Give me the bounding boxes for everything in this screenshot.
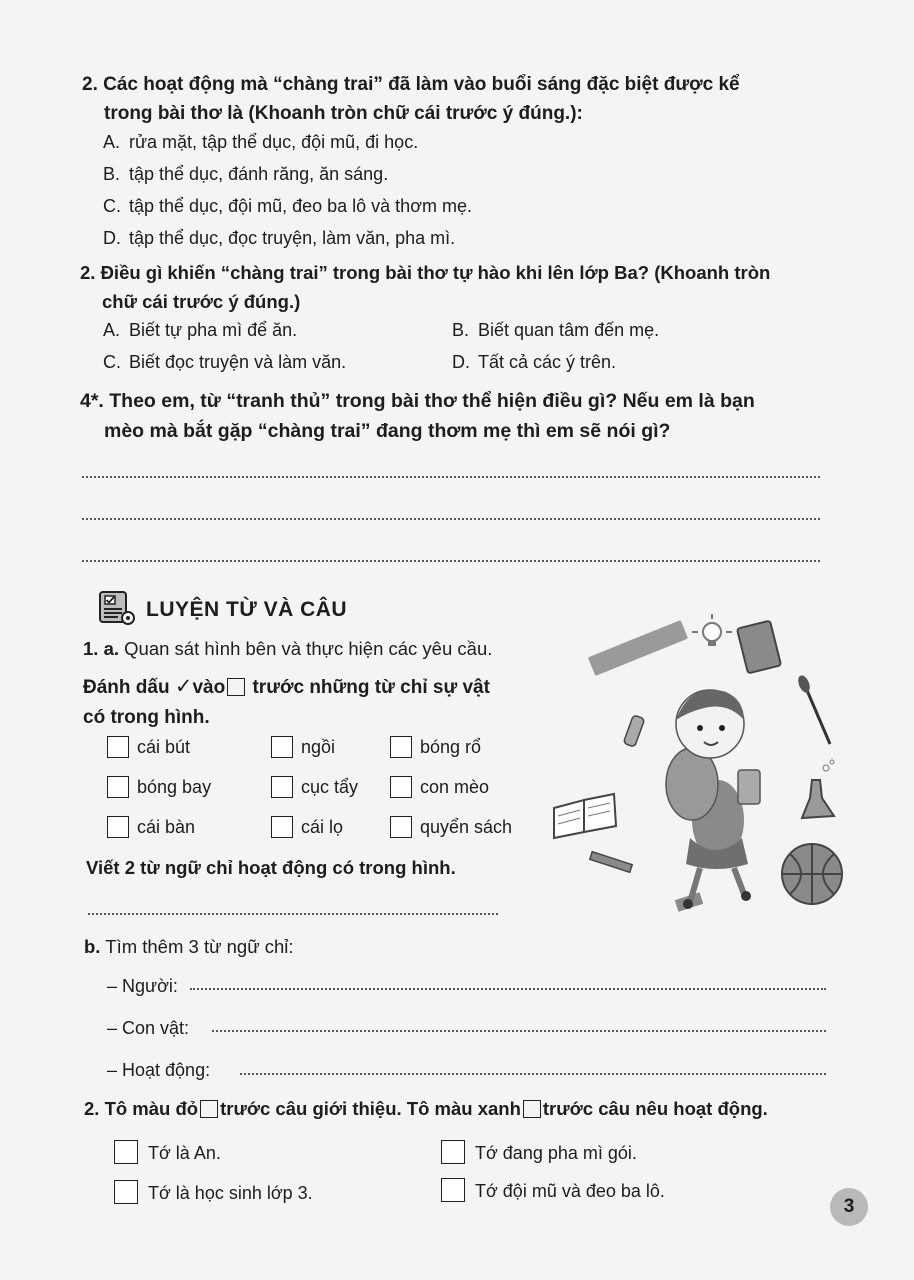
word-checkbox[interactable]: con mèo [390, 774, 489, 800]
glue-stick-icon [623, 715, 645, 747]
checkbox[interactable] [271, 776, 293, 798]
student-illustration [540, 612, 870, 924]
checkbox[interactable] [271, 816, 293, 838]
exercise-1a-prompt: 1. a. Quan sát hình bên và thực hiện các yêu cầu. [83, 638, 493, 659]
question-2a-option-b[interactable]: B. tập thể dục, đánh răng, ăn sáng. [103, 164, 389, 184]
inline-box-icon [200, 1100, 218, 1118]
checkbox[interactable] [390, 776, 412, 798]
word-checkbox[interactable]: bóng bay [107, 774, 211, 800]
exercise-2-prompt: 2. Tô màu đỏ trước câu giới thiệu. Tô màu xanh trước câu nêu hoạt động. [84, 1098, 768, 1119]
sentence-checkbox[interactable]: Tớ đội mũ và đeo ba lô. [441, 1178, 665, 1204]
checkbox[interactable] [114, 1180, 138, 1204]
word-checkbox[interactable]: bóng rổ [390, 734, 481, 760]
section-title: LUYỆN TỪ VÀ CÂU [146, 598, 348, 621]
checkbox[interactable] [390, 736, 412, 758]
checkbox[interactable] [107, 816, 129, 838]
question-2a-title: 2. Các hoạt động mà “chàng trai” đã làm vào buổi sáng đặc biệt được kể trong bài thơ là (Khoanh tròn chữ cái trước ý đúng.): [82, 74, 740, 124]
word-checkbox[interactable]: cái bàn [107, 814, 195, 840]
question-4-title: 4*. Theo em, từ “tranh thủ” trong bài thơ thể hiện điều gì? Nếu em là bạn mèo mà bắt gặp “chàng trai” đang thơm mẹ thì em sẽ nói gì? [80, 390, 755, 442]
book-icon [737, 621, 781, 674]
flask-icon [802, 760, 834, 818]
checklist-icon [98, 590, 138, 626]
question-2a-option-c[interactable]: C. tập thể dục, đội mũ, đeo ba lô và thơm mẹ. [103, 196, 472, 216]
child-figure [666, 690, 760, 909]
ruler-icon [588, 620, 688, 676]
checkbox[interactable] [441, 1178, 465, 1202]
question-2a-option-d[interactable]: D. tập thể dục, đọc truyện, làm văn, pha mì. [103, 228, 456, 248]
animals-answer-line[interactable] [212, 1030, 826, 1032]
checkbox[interactable] [441, 1140, 465, 1164]
exercise-1b-prompt: b. Tìm thêm 3 từ ngữ chỉ: [84, 936, 294, 957]
word-checkbox[interactable]: cục tẩy [271, 774, 358, 800]
activity-answer-line[interactable] [88, 913, 498, 915]
word-checkbox[interactable]: quyển sách [390, 814, 512, 840]
checkbox[interactable] [107, 736, 129, 758]
answer-line-1[interactable] [82, 476, 820, 478]
word-checkbox[interactable]: cái lọ [271, 814, 343, 840]
paintbrush-icon [796, 674, 830, 744]
question-2b-option-c[interactable]: C. Biết đọc truyện và làm văn. [103, 352, 347, 372]
answer-line-2[interactable] [82, 518, 820, 520]
lightbulb-icon [692, 614, 732, 646]
activities-label: – Hoạt động: [107, 1060, 211, 1080]
activities-answer-line[interactable] [240, 1073, 826, 1075]
animals-label: – Con vật: [107, 1018, 190, 1038]
basketball-icon [782, 844, 842, 904]
sentence-checkbox[interactable]: Tớ là An. [114, 1140, 221, 1166]
checkbox[interactable] [114, 1140, 138, 1164]
write-activities-prompt: Viết 2 từ ngữ chỉ hoạt động có trong hình. [86, 857, 456, 878]
question-2b-title: 2. Điều gì khiến “chàng trai” trong bài thơ tự hào khi lên lớp Ba? (Khoanh tròn chữ cái trước ý đúng.) [80, 262, 771, 312]
sentence-checkbox[interactable]: Tớ đang pha mì gói. [441, 1140, 637, 1166]
question-2b-option-d[interactable]: D. Tất cả các ý trên. [452, 352, 617, 372]
exercise-1a-instruction: Đánh dấu ✓vào trước những từ chỉ sự vật có trong hình. [83, 675, 490, 728]
checkbox[interactable] [271, 736, 293, 758]
word-checkbox[interactable]: cái bút [107, 734, 190, 760]
open-book-icon [554, 794, 616, 838]
question-2b-option-b[interactable]: B. Biết quan tâm đến mẹ. [452, 320, 660, 340]
sentence-checkbox[interactable]: Tớ là học sinh lớp 3. [114, 1180, 313, 1206]
inline-box-icon [523, 1100, 541, 1118]
checkbox[interactable] [390, 816, 412, 838]
question-2a-option-a[interactable]: A. rửa mặt, tập thể dục, đội mũ, đi học. [103, 132, 419, 152]
checkbox[interactable] [107, 776, 129, 798]
inline-box-icon [227, 678, 245, 696]
people-answer-line[interactable] [190, 988, 826, 990]
checkmark-icon: ✓ [174, 675, 193, 698]
word-checkbox[interactable]: ngồi [271, 734, 335, 760]
question-2b-option-a[interactable]: A. Biết tự pha mì để ăn. [103, 320, 298, 340]
pencil-icon [590, 852, 632, 873]
page-number: 3 [830, 1188, 868, 1226]
answer-line-3[interactable] [82, 560, 820, 562]
people-label: – Người: [107, 976, 178, 996]
